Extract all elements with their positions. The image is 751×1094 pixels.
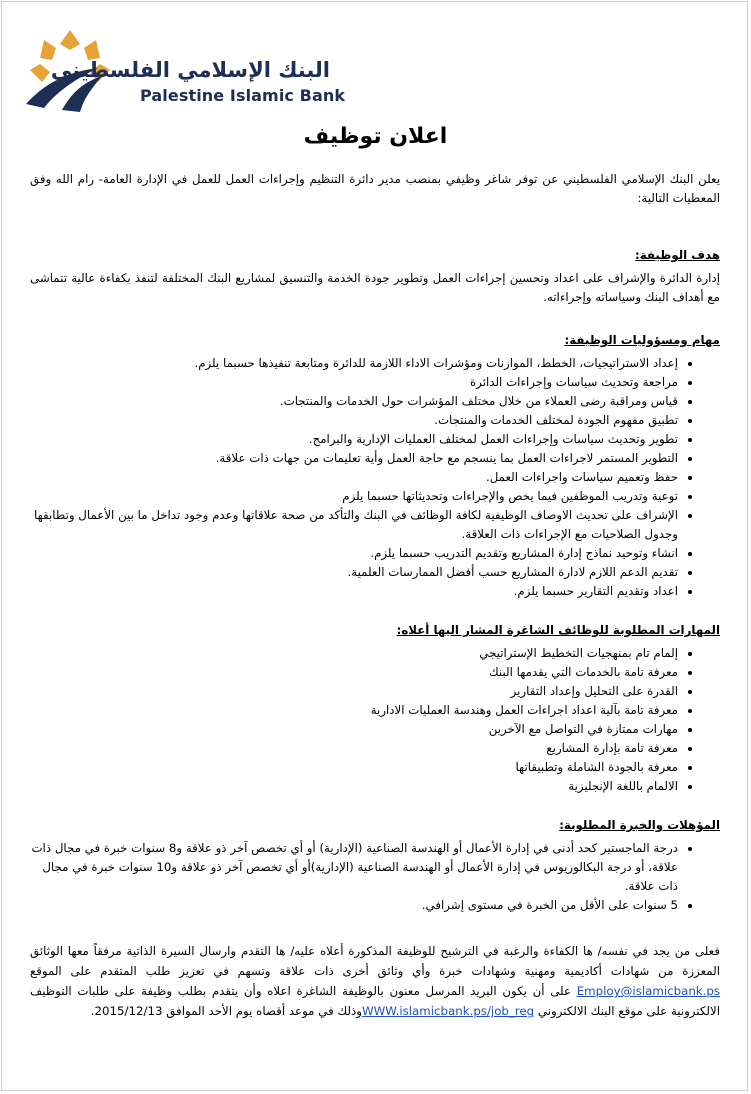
intro-paragraph: يعلن البنك الإسلامي الفلسطيني عن توفر شاغر وظيفي بمنصب مدير دائرة التنظيم وإجراءات العمل للعمل في الإدارة العامة- رام الله وفق المعطيات التالية: xyxy=(30,172,720,205)
website-link[interactable]: WWW.islamicbank.ps/job_reg xyxy=(361,1004,535,1018)
closing-text-2: على أن يكون البريد المرسل معنون بالوظيفة الشاغرة اعلاه وأن يتقدم بطلب وظيفة على طلبات التوظيف الالكترونية على موقع البنك الالكتروني xyxy=(30,984,720,1018)
bank-name-arabic: البنك الإسلامي الفلسطيني xyxy=(50,58,330,82)
list-item: • معرفة بالجودة الشاملة وتطبيقاتها xyxy=(30,758,678,777)
list-item: • إعداد الاستراتيجيات، الخطط، الموازنات ومؤشرات الاداء اللازمة للدائرة ومتابعة تنفيذها حسبما يلزم. xyxy=(30,354,678,373)
bank-name-english: Palestine Islamic Bank xyxy=(140,86,346,105)
list-item: • تطوير وتحديث سياسات وإجراءات العمل لمختلف العمليات الإدارية والبرامج. xyxy=(30,430,678,449)
list-item: • إلمام تام بمنهجيات التخطيط الإستراتيجي xyxy=(30,644,678,663)
list-item: • معرفة تامة بآلية اعداد اجراءات العمل وهندسة العمليات الادارية xyxy=(30,701,678,720)
page-title: اعلان توظيف xyxy=(303,124,448,149)
skills-heading: المهارات المطلوبة للوظائف الشاغرة المشار اليها أعلاه: xyxy=(396,623,720,637)
announcement-body xyxy=(30,170,720,1033)
skills-list xyxy=(30,644,720,796)
list-item: • قياس ومراقبة رضى العملاء من خلال مختلف المؤشرات حول الخدمات والمنتجات. xyxy=(30,392,678,411)
list-item: • الإشراف على تحديث الاوصاف الوظيفية لكافة الوظائف في البنك والتأكد من صحة علاقاتها وعدم وجود تداخل ما بين الأعمال وتطابقها وجدول الصلاحيات مع الإجراءات ذات العلاقة. xyxy=(30,506,678,544)
list-item: • تقديم الدعم اللازم لادارة المشاريع حسب أفضل الممارسات العلمية. xyxy=(30,563,678,582)
list-item: • معرفة تامة بالخدمات التي يقدمها البنك xyxy=(30,663,678,682)
list-item: • 5 سنوات على الأقل من الخبرة في مستوى إشرافي. xyxy=(30,896,678,915)
tasks-list xyxy=(30,354,720,601)
list-item: • توعية وتدريب الموظفين فيما يخص والإجراءات وتحديثاتها حسبما يلزم xyxy=(30,487,678,506)
list-item: • حفظ وتعميم سياسات واجراءات العمل. xyxy=(30,468,678,487)
list-item: • تطبيق مفهوم الجودة لمختلف الخدمات والمنتجات. xyxy=(30,411,678,430)
closing-text-1: فعلى من يجد في نفسه/ ها الكفاءة والرغبة في الترشيح للوظيفة المذكورة أعلاه عليه/ ها التقدم وارسال السيرة الذاتية مرفقاً معها الوثائق المعززة من شهادات أكاديمية ومهنية وشهادات خبرة وأي وثائق أخرى ذات علاقة وتسهم في تعزيز طلب المتقدم على الموقع xyxy=(30,944,720,978)
list-item: • القدرة على التحليل وإعداد التقارير xyxy=(30,682,678,701)
list-item: • اعداد وتقديم التقارير حسبما يلزم. xyxy=(30,582,678,601)
tasks-heading: مهام ومسؤوليات الوظيفة: xyxy=(564,333,720,347)
goal-paragraph: إدارة الدائرة والإشراف على اعداد وتحسين إجراءات العمل وتطوير جودة الخدمة والتنسيق لمشاريع البنك المختلفة لتنفذ بكفاءة عالية تتماشى مع أهداف البنك وسياساته وإجراءاته. xyxy=(30,271,720,304)
closing-paragraph xyxy=(30,941,720,1021)
list-item: • مهارات ممتازة في التواصل مع الآخرين xyxy=(30,720,678,739)
qualifications-list xyxy=(30,839,720,915)
goal-heading: هدف الوظيفة: xyxy=(635,248,720,262)
qualifications-heading: المؤهلات والخبرة المطلوبة: xyxy=(559,818,720,832)
list-item: • انشاء وتوحيد نماذج إدارة المشاريع وتقديم التدريب حسبما يلزم. xyxy=(30,544,678,563)
bank-logo xyxy=(22,26,346,116)
closing-text-3: وذلك في موعد أقصاه يوم الأحد الموافق 2015/12/13. xyxy=(90,1004,362,1018)
list-item: • معرفة تامة بإدارة المشاريع xyxy=(30,739,678,758)
list-item: • مراجعة وتحديث سياسات وإجراءات الدائرة xyxy=(30,373,678,392)
list-item: • التطوير المستمر لاجراءات العمل بما ينسجم مع حاجة العمل وأية تعليمات من جهات ذات علاقة. xyxy=(30,449,678,468)
email-link[interactable]: Employ@islamicbank.ps xyxy=(576,984,721,998)
list-item: • درجة الماجستير كحد أدنى في إدارة الأعمال أو الهندسة الصناعية (الإدارية) أو أي تخصص آخر ذو علاقة و8 سنوات خبرة في مجال ذات علاقة، أو درجة البكالوريوس في إدارة الأعمال أو الهندسة الصناعية (الإدارية)أو أي تخصص آخر ذو علاقة و10 سنوات خبرة في مجال ذات علاقة. xyxy=(30,839,678,896)
list-item: • الالمام باللغة الإنجليزية xyxy=(30,777,678,796)
